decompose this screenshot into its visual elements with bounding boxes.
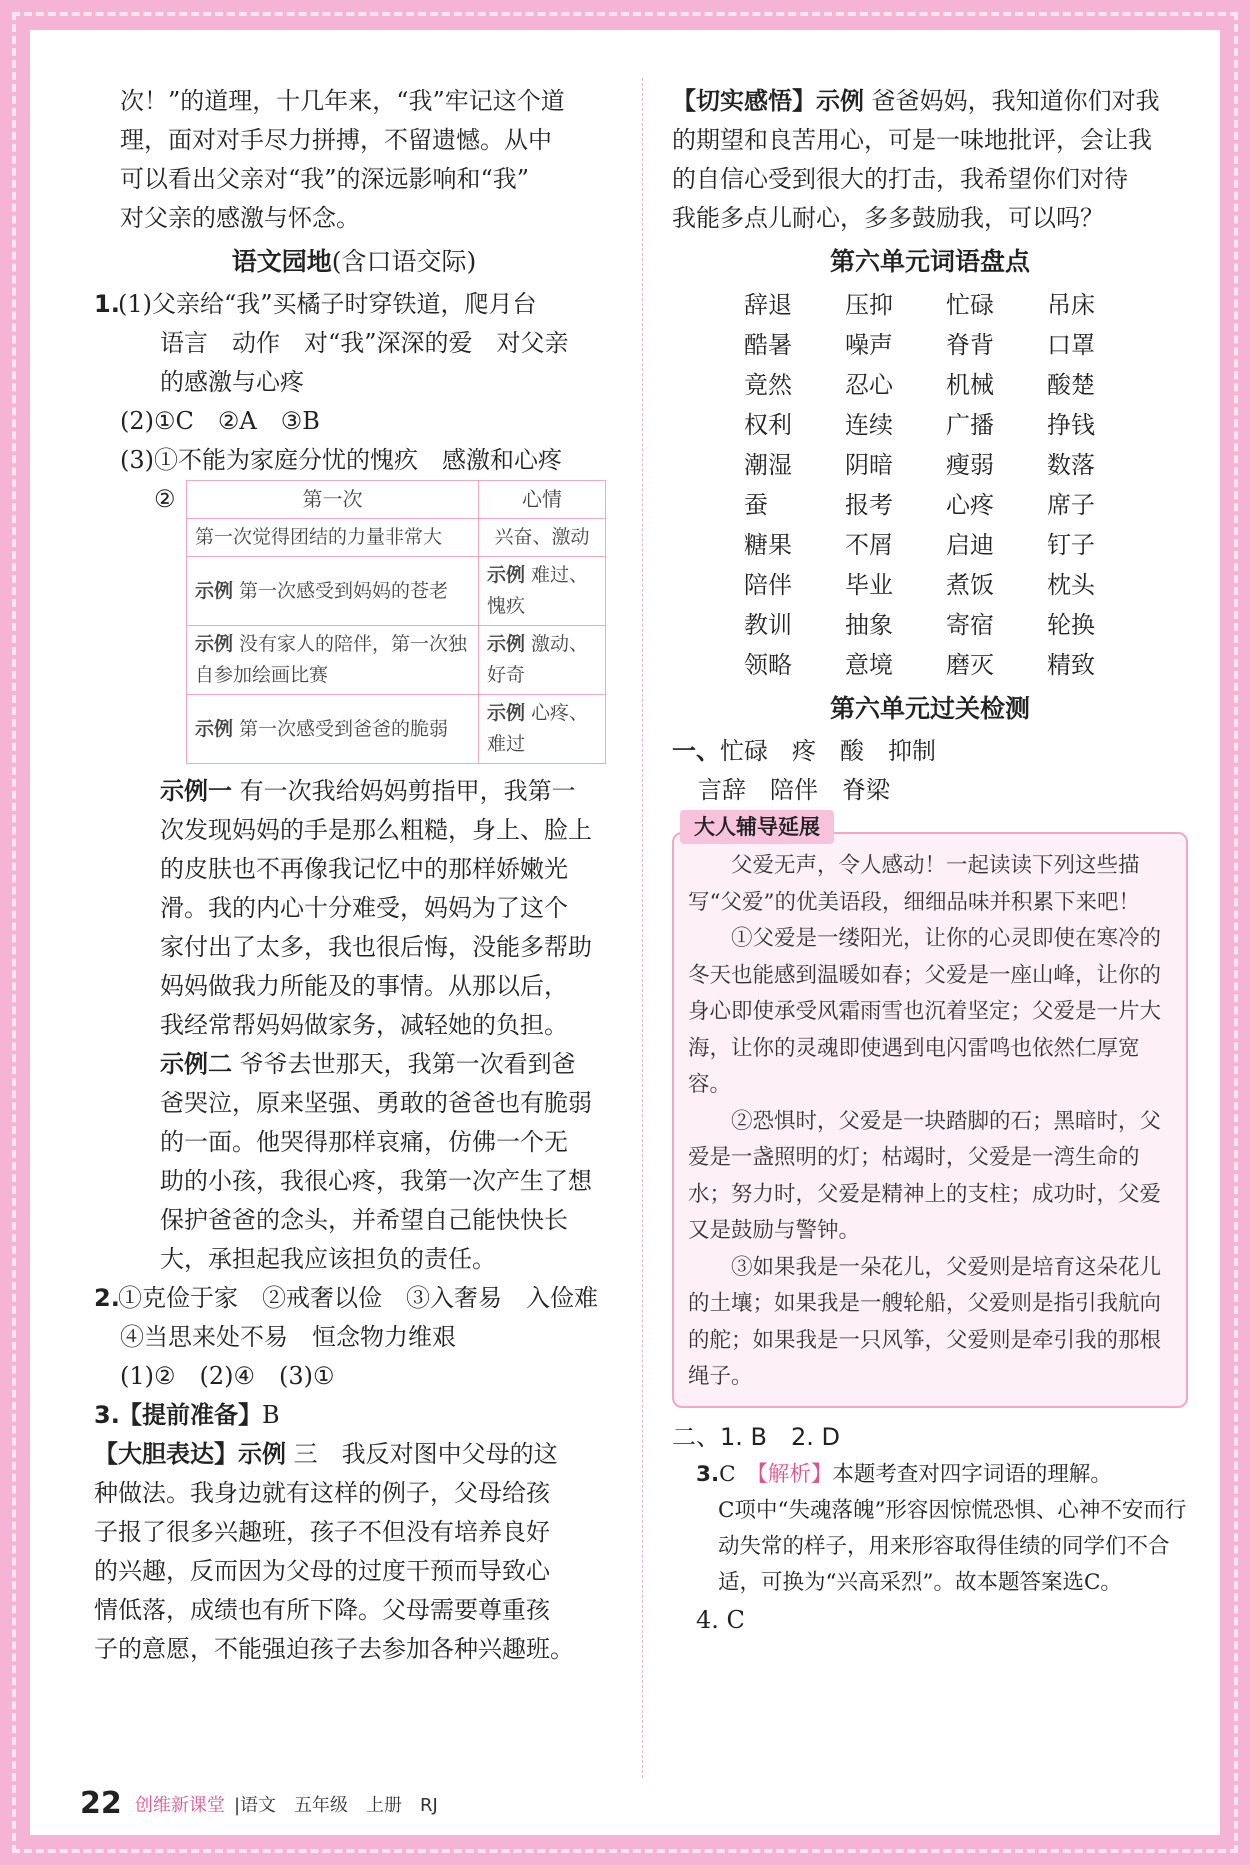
table-row	[187, 519, 606, 557]
q1-text: (1)父亲给“我”买橘子时穿铁道，爬月台	[118, 290, 537, 318]
word-item: 口罩	[1047, 331, 1095, 359]
analysis-tag: 【解析】	[757, 1461, 833, 1487]
word-item: 忙碌	[946, 291, 994, 319]
extension-box-label: 大人辅导延展	[680, 810, 834, 844]
word-item: 启迪	[946, 531, 994, 559]
q3-line: 情低落，成绩也有所下降。父母需要尊重孩	[94, 1596, 550, 1624]
q3-line: 子报了很多兴趣班，孩子不但没有培养良好	[94, 1518, 550, 1546]
word-item: 报考	[845, 491, 893, 519]
word-item: 煮饭	[946, 571, 994, 599]
example1-text: 有一次我给妈妈剪指甲，我第一	[232, 777, 576, 805]
cell-text: 第一次感受到妈妈的苍老	[233, 579, 449, 602]
example-tag: 示例	[487, 633, 526, 655]
example1-line: 我经常帮妈妈做家务，减轻她的负担。	[160, 1011, 568, 1039]
q2-line	[94, 1279, 614, 1318]
page-number: 22	[80, 1786, 122, 1821]
example-tag: 示例	[195, 633, 234, 655]
q1-line: (3)①不能为家庭分忧的愧疚 感激和心疼	[120, 446, 562, 474]
word-item: 枕头	[1047, 571, 1095, 599]
q3r-line: C项中“失魂落魄”形容因惊慌恐惧、心神不安而行动失常的样子，用来形容取得佳绩的同学们不合适，可换为“兴高采烈”。故本题答案选C。	[718, 1497, 1187, 1595]
s1-text: 忙碌 疼 酸 抑制	[720, 737, 936, 765]
q3-line: 子的意愿，不能强迫孩子去参加各种兴趣班。	[94, 1635, 574, 1663]
word-item: 糖果	[744, 531, 792, 559]
table-cell	[187, 557, 479, 626]
word-item: 脊背	[946, 331, 994, 359]
q3-tag-prepare: 【提前准备】	[118, 1401, 262, 1429]
test-title: 第六单元过关检测	[829, 694, 1030, 723]
example1-tag: 示例一	[160, 777, 232, 805]
example-tag: 示例	[487, 702, 526, 724]
section-title-sub: (含口语交际)	[331, 247, 477, 276]
right-column	[672, 82, 1188, 1640]
example1-line: 次发现妈妈的手是那么粗糙，身上、脸上	[160, 816, 592, 844]
example2-text: 爷爷去世那天，我第一次看到爸	[232, 1050, 576, 1078]
column-divider	[642, 78, 643, 1778]
word-item: 轮换	[1047, 611, 1095, 639]
brand-name: 创维新课堂	[134, 1794, 225, 1816]
word-item: 机械	[946, 371, 994, 399]
intro-line: 可以看出父亲对“我”的深远影响和“我”	[120, 165, 530, 193]
cell-text: 第一次感受到爸爸的脆弱	[233, 717, 449, 740]
example2-line: 大，承担起我应该担负的责任。	[160, 1245, 496, 1273]
word-item: 噪声	[845, 331, 893, 359]
example-tag: 示例	[195, 717, 234, 740]
table-cell	[479, 557, 606, 626]
cell-text: 心疼、难过	[487, 702, 589, 755]
book-meta: |语文 五年级 上册 RJ	[233, 1794, 438, 1816]
table-row	[187, 557, 606, 626]
q3-line	[94, 1435, 614, 1474]
word-item: 心疼	[946, 491, 994, 519]
example2-line: 爸哭泣，原来坚强、勇敢的爸爸也有脆弱	[160, 1089, 592, 1117]
word-item: 意境	[845, 651, 893, 679]
word-item: 陪伴	[744, 571, 792, 599]
q1-line: 的感激与心疼	[160, 368, 304, 396]
example1-line: 滑。我的内心十分难受，妈妈为了这个	[160, 894, 568, 922]
box-paragraph: ③如果我是一朵花儿，父爱则是培育这朵花儿的土壤；如果我是一艘轮船，父爱则是指引我航向的舵；如果我是一只风筝，父爱则是牵引我的那根绳子。	[688, 1254, 1162, 1389]
feel-line: 的期望和良苦用心，可是一味地批评，会让我	[672, 126, 1152, 154]
word-item: 忍心	[845, 371, 893, 399]
word-item: 吊床	[1047, 291, 1095, 319]
word-item: 广播	[946, 411, 994, 439]
q3r-text: 本题考查对四字词语的理解。	[832, 1461, 1112, 1487]
q3-text: 三 我反对图中父母的这	[286, 1440, 558, 1468]
section-title	[94, 242, 614, 281]
feel-text: 爸爸妈妈，我知道你们对我	[864, 87, 1160, 115]
example-tag: 示例	[816, 87, 864, 115]
example1-line	[94, 772, 614, 811]
words-title: 第六单元词语盘点	[829, 247, 1030, 276]
section-title-main: 语文园地	[231, 247, 332, 276]
extension-box	[672, 815, 1188, 1408]
q3-tag-express: 【大胆表达】	[94, 1440, 238, 1468]
word-item: 权利	[744, 411, 792, 439]
word-item: 竟然	[744, 371, 792, 399]
table-row	[187, 695, 606, 764]
q3-number: 3.	[94, 1401, 120, 1429]
example2-tag: 示例二	[160, 1050, 232, 1078]
word-item: 瘦弱	[946, 451, 994, 479]
q1-line	[94, 285, 614, 324]
q3-line: 种做法。我身边就有这样的例子，父母给孩	[94, 1479, 550, 1507]
q2-line: (1)② (2)④ (3)①	[120, 1362, 335, 1390]
word-item: 连续	[845, 411, 893, 439]
word-item: 磨灭	[946, 651, 994, 679]
word-item: 不屑	[845, 531, 893, 559]
example-tag: 示例	[238, 1440, 286, 1468]
word-item: 抽象	[845, 611, 893, 639]
table-header: 第一次	[187, 481, 479, 519]
word-item: 领略	[744, 651, 792, 679]
table-row	[187, 626, 606, 695]
q3r-line	[672, 1457, 1188, 1493]
q3-line	[94, 1396, 614, 1435]
s1-label: 一、	[672, 737, 720, 765]
cell-text: 没有家人的陪伴，第一次独自参加绘画比赛	[195, 633, 468, 686]
cell-text: 难过、愧疚	[487, 564, 589, 617]
q3-answer: B	[262, 1401, 280, 1429]
word-item: 精致	[1047, 651, 1095, 679]
table-cell	[187, 695, 479, 764]
box-paragraph: 父爱无声，令人感动！一起读读下列这些描写“父爱”的优美语段，细细品味并积累下来吧！	[688, 853, 1140, 915]
word-item: 阴暗	[845, 451, 893, 479]
table-cell: 兴奋、激动	[479, 519, 606, 557]
word-item: 数落	[1047, 451, 1095, 479]
feel-tag: 【切实感悟】	[672, 87, 816, 115]
table-cell	[479, 695, 606, 764]
word-item: 寄宿	[946, 611, 994, 639]
word-item: 毕业	[845, 571, 893, 599]
q1-line: (2)①C ②A ③B	[120, 407, 320, 435]
word-grid	[672, 285, 1188, 685]
table-header-row	[187, 481, 606, 519]
first-time-table	[186, 480, 606, 764]
q3-line: 的兴趣，反而因为父母的过度干预而导致心	[94, 1557, 550, 1585]
left-column	[94, 82, 614, 1669]
intro-line: 理，面对对手尽力拼搏，不留遗憾。从中	[120, 126, 552, 154]
feel-line: 我能多点儿耐心，多多鼓励我，可以吗？	[672, 204, 1104, 232]
q4-line: 4. C	[696, 1605, 745, 1634]
example2-line	[94, 1045, 614, 1084]
example2-line: 助的小孩，我很心疼，我第一次产生了想	[160, 1167, 592, 1195]
q3r-number: 3.	[696, 1461, 720, 1487]
word-item: 酸楚	[1047, 371, 1095, 399]
example1-line: 妈妈做我力所能及的事情。从那以后，	[160, 972, 568, 1000]
box-paragraph: ②恐惧时，父爱是一块踏脚的石；黑暗时，父爱是一盏照明的灯；枯竭时，父爱是一湾生命的水；努力时，父爱是精神上的支柱；成功时，父爱又是鼓励与警钟。	[688, 1108, 1162, 1243]
table-cell	[187, 626, 479, 695]
feel-line: 的自信心受到很大的打击，我希望你们对待	[672, 165, 1128, 193]
word-item: 辞退	[744, 291, 792, 319]
table-header: 心情	[479, 481, 606, 519]
box-paragraph: ①父爱是一缕阳光，让你的心灵即使在寒冷的冬天也能感到温暖如春；父爱是一座山峰，让你的身心即使承受风霜雨雪也沉着坚定；父爱是一片大海，让你的灵魂即使遇到电闪雷鸣也依然仁厚宽容。	[688, 926, 1162, 1097]
q2-line: ④当思来处不易 恒念物力维艰	[120, 1323, 456, 1351]
example2-line: 保护爸爸的念头，并希望自己能快快长	[160, 1206, 568, 1234]
page-footer	[80, 1786, 438, 1821]
q3r-answer: C	[719, 1461, 736, 1487]
word-item: 教训	[744, 611, 792, 639]
table-cell: 第一次觉得团结的力量非常大	[187, 519, 479, 557]
s1-line	[672, 732, 1188, 771]
q2-text: ①克俭于家 ②戒奢以俭 ③入奢易 入俭难	[118, 1284, 598, 1312]
q2-number: 2.	[94, 1284, 120, 1312]
q1-table-wrap	[94, 480, 614, 764]
word-item: 酷暑	[744, 331, 792, 359]
example-tag: 示例	[195, 579, 234, 602]
word-item: 席子	[1047, 491, 1095, 519]
example-tag: 示例	[487, 564, 526, 586]
word-item: 压抑	[845, 291, 893, 319]
intro-line: 次！”的道理，十几年来，“我”牢记这个道	[120, 87, 565, 115]
s1-line: 言辞 陪伴 脊梁	[698, 776, 890, 804]
cell-text: 激动、好奇	[487, 633, 589, 686]
word-item: 钉子	[1047, 531, 1095, 559]
word-item: 蚕	[744, 491, 768, 519]
example2-line: 的一面。他哭得那样哀痛，仿佛一个无	[160, 1128, 568, 1156]
example1-line: 的皮肤也不再像我记忆中的那样娇嫩光	[160, 855, 568, 883]
word-item: 潮湿	[744, 451, 792, 479]
s2-line: 二、1. B 2. D	[672, 1422, 840, 1451]
q1-circ2: ②	[154, 485, 176, 513]
feel-line	[672, 82, 1188, 121]
intro-line: 对父亲的感激与怀念。	[120, 204, 360, 232]
table-cell	[479, 626, 606, 695]
word-item: 挣钱	[1047, 411, 1095, 439]
example1-line: 家付出了太多，我也很后悔，没能多帮助	[160, 933, 592, 961]
q1-number: 1.	[94, 290, 120, 318]
q1-line: 语言 动作 对“我”深深的爱 对父亲	[160, 329, 569, 357]
